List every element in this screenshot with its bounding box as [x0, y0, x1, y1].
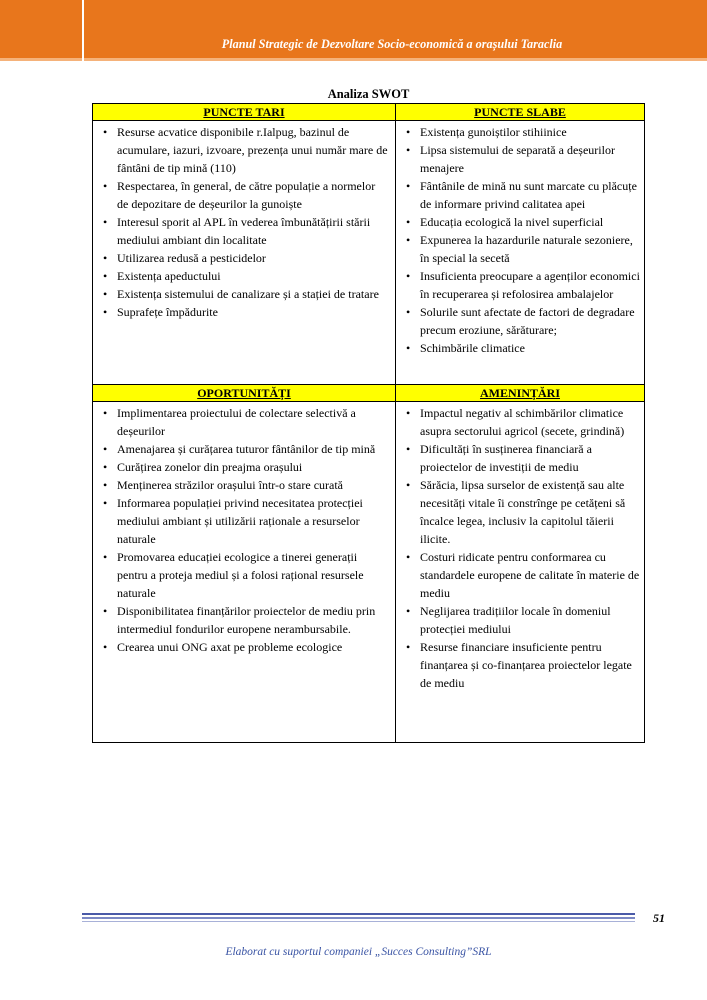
page-number: 51	[653, 911, 665, 925]
column-divider	[395, 104, 396, 742]
list-item: • Existența apeductului	[97, 267, 389, 285]
list-item: • Fântânile de mină nu sunt marcate cu plăcuțe de informare privind calitatea apei	[400, 177, 642, 213]
list-item: • Respectarea, în general, de către populație a normelor de depozitare de deșeurilor la gunoiște	[97, 177, 389, 213]
header-title: Planul Strategic de Dezvoltare Socio-economică a orașului Taraclia	[221, 37, 563, 51]
weaknesses-heading: PUNCTE SLABE	[396, 104, 644, 120]
swot-table	[92, 103, 645, 743]
list-item: • Sărăcia, lipsa surselor de existență sau alte necesități vitale îi constrînge pe cetățeni să încalce legea, inclusiv la capitolul tăierii ilicite.	[400, 476, 642, 548]
header-divider	[82, 0, 84, 61]
list-item: • Implimentarea proiectului de colectare selectivă a deșeurilor	[97, 404, 389, 440]
list-item: • Resurse acvatice disponibile r.Ialpug, bazinul de acumulare, iazuri, izvoare, prezența unui număr mare de fântâni de tip mină (110)	[97, 123, 389, 177]
list-item: • Interesul sporit al APL în vederea îmbunătățirii stării mediului ambiant din localitate	[97, 213, 389, 249]
list-item: • Disponibilitatea finanțărilor proiectelor de mediu prin intermediul fondurilor europene nerambursabile.	[97, 602, 389, 638]
list-item: • Costuri ridicate pentru conformarea cu standardele europene de calitate în materie de mediu	[400, 548, 642, 602]
threats-list	[400, 404, 642, 692]
list-item: • Solurile sunt afectate de factori de degradare precum eroziune, sărăturare;	[400, 303, 642, 339]
list-item: • Amenajarea și curățarea tuturor fântânilor de tip mină	[97, 440, 389, 458]
list-item: • Crearea unui ONG axat pe probleme ecologice	[97, 638, 389, 656]
list-item: • Expunerea la hazardurile naturale sezoniere, în special la secetă	[400, 231, 642, 267]
row-divider	[93, 120, 644, 121]
list-item: • Curățirea zonelor din preajma orașului	[97, 458, 389, 476]
footer-rule	[82, 913, 635, 922]
list-item: • Menținerea străzilor orașului într-o stare curată	[97, 476, 389, 494]
strengths-cell	[97, 123, 389, 321]
opportunities-list	[97, 404, 389, 656]
opportunities-cell	[97, 404, 389, 656]
opportunities-heading: OPORTUNITĂȚI	[93, 385, 395, 401]
list-item: • Dificultăți în susținerea financiară a proiectelor de investiții de mediu	[400, 440, 642, 476]
list-item: • Schimbările climatice	[400, 339, 642, 357]
row-divider	[93, 401, 644, 402]
list-item: • Informarea populației privind necesitatea protecției mediului ambiant și utilizării raționale a resurselor naturale	[97, 494, 389, 548]
footer-credit: Elaborat cu suportul companiei „Succes Consulting”SRL	[225, 946, 492, 958]
weaknesses-list	[400, 123, 642, 357]
document-title: Analiza SWOT	[327, 87, 410, 101]
list-item: • Existența gunoiștilor stihiinice	[400, 123, 642, 141]
list-item: • Utilizarea redusă a pesticidelor	[97, 249, 389, 267]
list-item: • Lipsa sistemului de separată a deșeurilor menajere	[400, 141, 642, 177]
list-item: • Promovarea educației ecologice a tinerei generații pentru a proteja mediul și a folosi rațional resursele naturale	[97, 548, 389, 602]
list-item: • Suprafețe împădurite	[97, 303, 389, 321]
list-item: • Resurse financiare insuficiente pentru finanțarea și co-finanțarea proiectelor legate de mediu	[400, 638, 642, 692]
list-item: • Insuficienta preocupare a agenților economici în recuperarea și refolosirea ambalajelor	[400, 267, 642, 303]
threats-cell	[400, 404, 642, 692]
weaknesses-cell	[400, 123, 642, 357]
strengths-heading: PUNCTE TARI	[93, 104, 395, 120]
list-item: • Educația ecologică la nivel superficial	[400, 213, 642, 231]
header-accent-line	[0, 58, 707, 61]
threats-heading: AMENINȚĂRI	[396, 385, 644, 401]
list-item: • Neglijarea tradițiilor locale în domeniul protecției mediului	[400, 602, 642, 638]
list-item: • Existența sistemului de canalizare și a stației de tratare	[97, 285, 389, 303]
strengths-list	[97, 123, 389, 321]
list-item: • Impactul negativ al schimbărilor climatice asupra sectorului agricol (secete, grindină)	[400, 404, 642, 440]
